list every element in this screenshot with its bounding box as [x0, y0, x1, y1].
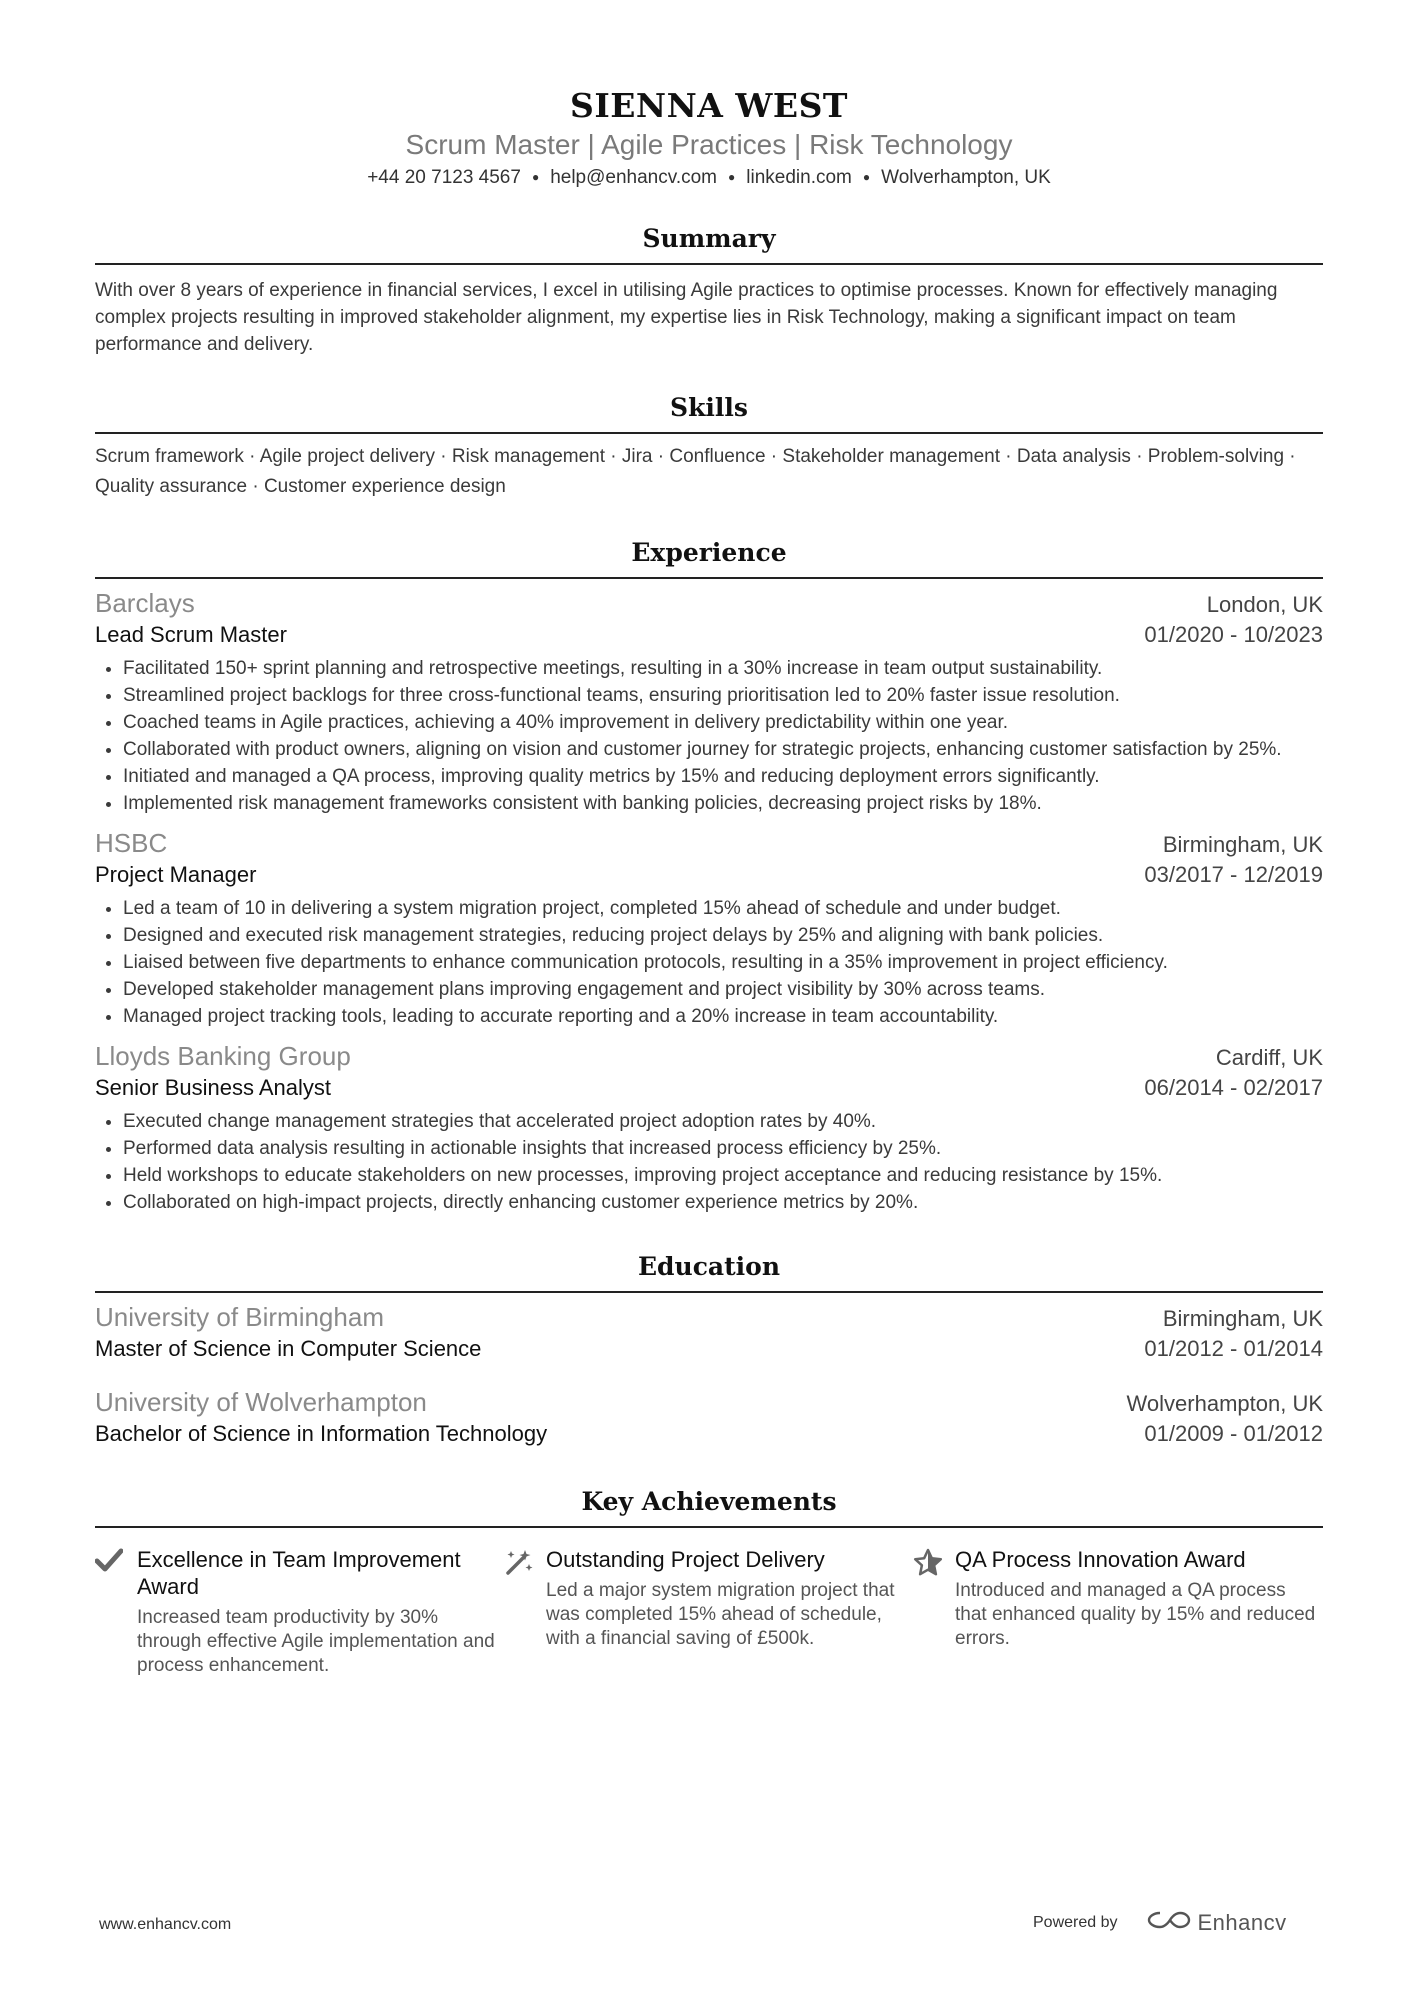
job-dates: 06/2014 - 02/2017 — [1144, 1075, 1323, 1100]
company-name: Barclays — [95, 588, 195, 618]
experience-entry — [95, 827, 1323, 1030]
bullet-item: • Streamlined project backlogs for three cross-functional teams, ensuring prioritisation led to 20% faster issue resolution. — [123, 682, 1323, 709]
school-location: Birmingham, UK — [1162, 1306, 1323, 1331]
powered-by-label: Powered by — [1033, 1913, 1118, 1931]
skills-section — [95, 393, 1323, 502]
bullet-item: • Executed change management strategies that accelerated project adoption rates by 40%. — [123, 1108, 1323, 1135]
job-dates: 03/2017 - 12/2019 — [1144, 862, 1323, 887]
achievements-section — [95, 1487, 1323, 1678]
company-location: London, UK — [1206, 592, 1323, 617]
degree-name: Master of Science in Computer Science — [95, 1336, 482, 1361]
experience-entry — [95, 587, 1323, 817]
section-title-achievements: Key Achievements — [95, 1487, 1323, 1528]
bullet-item: • Collaborated on high-impact projects, directly enhancing customer experience metrics by 20%. — [123, 1189, 1323, 1216]
enhancv-brand-name: Enhancv — [1197, 1909, 1287, 1935]
bullet-item: • Performed data analysis resulting in actionable insights that increased process efficiency by 25%. — [123, 1135, 1323, 1162]
skills-list: Scrum framework · Agile project delivery · Risk management · Jira · Confluence · Stakeholder management · Data analysis · Problem-solving · Quality assurance · Customer experience design — [95, 446, 1296, 497]
bullet-list — [95, 895, 1323, 1030]
bullet-item: • Developed stakeholder management plans improving engagement and project visibility by 30% across teams. — [123, 976, 1323, 1003]
contact-location: Wolverhampton, UK — [881, 167, 1051, 188]
bullet-item: • Held workshops to educate stakeholders on new processes, improving project acceptance and reducing resistance by 15%. — [123, 1162, 1323, 1189]
company-location: Birmingham, UK — [1162, 832, 1323, 857]
contact-line — [95, 164, 1323, 191]
separator-dot: ● — [728, 170, 736, 184]
achievement-item — [95, 1546, 504, 1678]
education-dates: 01/2012 - 01/2014 — [1144, 1336, 1323, 1361]
achievement-item — [504, 1546, 913, 1678]
section-title-skills: Skills — [95, 393, 1323, 434]
contact-linkedin[interactable]: linkedin.com — [746, 167, 852, 188]
bullet-item: • Implemented risk management frameworks consistent with banking policies, decreasing project risks by 18%. — [123, 790, 1323, 817]
achievement-title: Outstanding Project Delivery — [546, 1547, 825, 1572]
job-title: Senior Business Analyst — [95, 1075, 332, 1100]
experience-section — [95, 538, 1323, 1216]
company-name: Lloyds Banking Group — [95, 1041, 351, 1071]
contact-email[interactable]: help@enhancv.com — [550, 167, 718, 188]
achievement-description: Increased team productivity by 30% through effective Agile implementation and process enhancement. — [137, 1607, 495, 1676]
job-title: Lead Scrum Master — [95, 622, 287, 647]
education-section — [95, 1252, 1323, 1449]
school-location: Wolverhampton, UK — [1126, 1391, 1323, 1416]
job-title: Project Manager — [95, 862, 257, 887]
section-title-education: Education — [95, 1252, 1323, 1293]
candidate-name: SIENNA WEST — [570, 86, 848, 125]
footer-website-link[interactable]: www.enhancv.com — [99, 1916, 232, 1933]
contact-phone: +44 20 7123 4567 — [367, 167, 521, 188]
bullet-item: • Led a team of 10 in delivering a system migration project, completed 15% ahead of schedule and under budget. — [123, 895, 1323, 922]
enhancv-logo-icon — [1146, 1909, 1192, 1936]
company-name: HSBC — [95, 828, 168, 858]
bullet-item: • Managed project tracking tools, leading to accurate reporting and a 20% increase in team accountability. — [123, 1003, 1323, 1030]
achievement-title: Excellence in Team Improvement Award — [137, 1547, 461, 1599]
bullet-list — [95, 655, 1323, 817]
bullet-item: • Collaborated with product owners, aligning on vision and customer journey for strategic projects, enhancing customer satisfaction by 25%. — [123, 736, 1323, 763]
bullet-item: • Liaised between five departments to enhance communication protocols, resulting in a 35% improvement in project efficiency. — [123, 949, 1323, 976]
education-dates: 01/2009 - 01/2012 — [1144, 1421, 1323, 1446]
bullet-item: • Initiated and managed a QA process, improving quality metrics by 15% and reducing deployment errors significantly. — [123, 763, 1323, 790]
experience-entry — [95, 1040, 1323, 1216]
bullet-item: • Designed and executed risk management strategies, reducing project delays by 25% and aligning with bank policies. — [123, 922, 1323, 949]
job-dates: 01/2020 - 10/2023 — [1144, 622, 1323, 647]
education-entry — [95, 1386, 1323, 1449]
education-entry — [95, 1301, 1323, 1364]
section-title-summary: Summary — [95, 224, 1323, 265]
footer-branding — [1033, 1909, 1287, 1936]
checkmark-icon — [95, 1546, 137, 1678]
school-name: University of Wolverhampton — [95, 1387, 427, 1417]
separator-dot: ● — [862, 170, 871, 184]
bullet-item: • Facilitated 150+ sprint planning and retrospective meetings, resulting in a 30% increase in team output sustainability. — [123, 655, 1323, 682]
degree-name: Bachelor of Science in Information Technology — [95, 1421, 548, 1446]
school-name: University of Birmingham — [95, 1302, 384, 1332]
magic-wand-icon — [504, 1546, 546, 1678]
bullet-list — [95, 1108, 1323, 1216]
bullet-item: • Coached teams in Agile practices, achieving a 40% improvement in delivery predictability within one year. — [123, 709, 1323, 736]
summary-text: With over 8 years of experience in financial services, I excel in utilising Agile practices to optimise processes. Known for effectively managing complex projects resulting in improved stakeholder alignment, my expertise lies in Risk Technology, making a significant impact on team performance and delivery. — [95, 280, 1278, 355]
achievement-title: QA Process Innovation Award — [955, 1547, 1246, 1572]
separator-dot: ● — [531, 170, 540, 184]
achievement-description: Introduced and managed a QA process that enhanced quality by 15% and reduced errors. — [955, 1580, 1316, 1649]
section-title-experience: Experience — [95, 538, 1323, 579]
star-icon — [913, 1546, 955, 1678]
achievement-item — [913, 1546, 1322, 1678]
summary-section — [95, 224, 1323, 358]
resume-page — [95, 0, 1323, 1678]
company-location: Cardiff, UK — [1215, 1045, 1323, 1070]
achievement-description: Led a major system migration project that was completed 15% ahead of schedule, with a financial saving of £500k. — [546, 1580, 895, 1649]
candidate-tagline: Scrum Master | Agile Practices | Risk Technology — [405, 129, 1013, 160]
